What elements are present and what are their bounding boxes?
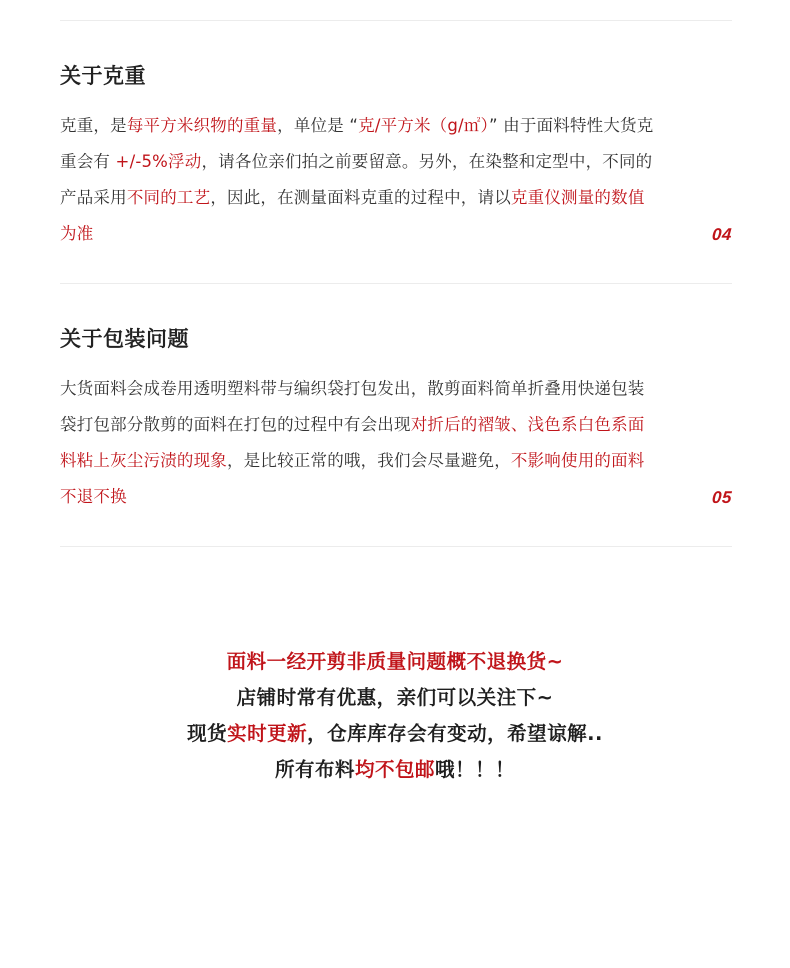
- highlight-text: 克重仪测量的数值为准: [60, 188, 645, 243]
- section-number-05: 05: [711, 488, 733, 507]
- highlight-text: 每平方米织物的重量: [126, 116, 278, 135]
- notice-block: [0, 644, 790, 788]
- notice-line-3: [0, 716, 790, 752]
- notice-line-3-suffix: ，仓库库存会有变动，希望谅解..: [307, 722, 603, 745]
- section-weight: [60, 62, 732, 262]
- notice-line-4-prefix: 所有布料: [274, 758, 355, 781]
- notice-line-1: [0, 644, 790, 680]
- highlight-text: 不影响使用的面料不退不换: [60, 451, 645, 506]
- divider-1: [60, 283, 732, 284]
- notice-line-2: 店铺时常有优惠，亲们可以关注下~: [236, 686, 554, 709]
- section-body-weight: [60, 108, 660, 252]
- notice-line-3-prefix: 现货: [187, 722, 228, 745]
- notice-line-4: [0, 752, 790, 788]
- highlight-text: +/-5%浮动: [115, 152, 202, 171]
- section-body-packaging: [60, 371, 660, 515]
- notice-line-3-highlight: 实时更新: [227, 722, 308, 745]
- highlight-text: 克/平方米（g/㎡）: [358, 116, 489, 135]
- highlight-text: 对折后的褶皱、浅色系白色系面料粘上灰尘污渍的现象: [60, 415, 645, 470]
- body-text: ，因此，在测量面料克重的过程中，请以: [210, 188, 511, 207]
- notice-line-4-highlight: 均不包邮: [354, 758, 435, 781]
- section-number-04: 04: [711, 225, 733, 244]
- top-divider: [60, 20, 732, 21]
- body-text: ，单位是 “: [277, 116, 359, 135]
- body-text: ，请各位亲们拍之前要留意。另外，在染整和定型中，不同的产品采用: [60, 152, 653, 207]
- body-text: ，是比较正常的哦，我们会尽量避免，: [227, 451, 511, 470]
- notice-no-return: 面料一经开剪非质量问题概不退换货~: [226, 650, 564, 673]
- body-text: ” 由于面料特性大货克重会有: [60, 116, 654, 171]
- divider-2: [60, 546, 732, 547]
- section-title-packaging: 关于包装问题: [60, 327, 189, 351]
- section-packaging: [60, 325, 732, 525]
- body-text: 克重，是: [60, 116, 127, 135]
- notice-line-4-suffix: 哦！！！: [435, 758, 516, 781]
- body-text: 大货面料会成卷用透明塑料带与编织袋打包发出，散剪面料简单折叠用快递包装袋打包部分散剪的面料在打包的过程中有会出现: [60, 379, 645, 434]
- section-title-weight: 关于克重: [60, 64, 146, 88]
- highlight-text: 不同的工艺: [126, 188, 211, 207]
